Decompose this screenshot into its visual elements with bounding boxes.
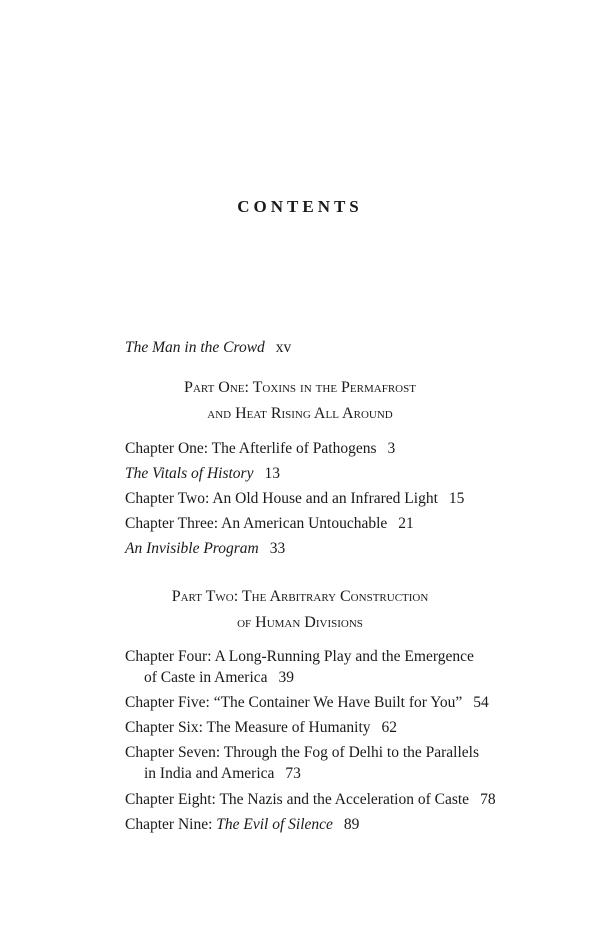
- part-one-heading: [125, 375, 475, 427]
- entry-title: Through the Fog of Delhi to the Parallels: [223, 744, 480, 761]
- entry-page-number: 13: [264, 465, 280, 482]
- part-one-heading-line2: and Heat Rising All Around: [207, 405, 393, 422]
- toc-entry-prologue[interactable]: [125, 337, 291, 358]
- entry-page-number: 73: [285, 765, 301, 782]
- entry-continuation-text: in India and America: [144, 765, 275, 782]
- entry-title-continuation: [125, 667, 474, 689]
- toc-entry-chapter-seven[interactable]: [125, 742, 479, 785]
- entry-continuation-text: of Caste in America: [144, 669, 268, 686]
- toc-entry-interlude-vitals[interactable]: [125, 463, 280, 484]
- entry-title: A Long-Running Play and the Emergence: [214, 648, 474, 665]
- entry-label: Chapter Nine:: [125, 816, 217, 833]
- entry-page-number: 89: [343, 816, 360, 833]
- entry-label: Chapter Seven:: [125, 744, 224, 761]
- entry-title: The Evil of Silence: [216, 816, 333, 833]
- part-two-heading-line1: Part Two: The Arbitrary Construction: [171, 588, 429, 605]
- entry-title: An Old House and an Infrared Light: [212, 490, 438, 507]
- entry-title-continuation: [125, 763, 479, 785]
- entry-label: Chapter Four:: [125, 648, 215, 665]
- toc-entry-chapter-six[interactable]: [125, 717, 397, 738]
- toc-entry-chapter-one[interactable]: [125, 438, 395, 459]
- entry-label: Chapter Two:: [125, 490, 213, 507]
- entry-page-number: 21: [398, 515, 414, 532]
- toc-entry-chapter-five[interactable]: [125, 692, 489, 713]
- entry-title: An American Untouchable: [221, 515, 388, 532]
- entry-title: The Nazis and the Acceleration of Caste: [219, 791, 470, 808]
- entry-title: An Invisible Program: [125, 540, 259, 557]
- entry-label: Chapter Three:: [125, 515, 222, 532]
- entry-title: The Afterlife of Pathogens: [211, 440, 377, 457]
- entry-page-number: 78: [480, 791, 496, 808]
- entry-title: The Vitals of History: [125, 465, 254, 482]
- entry-label: Chapter Five:: [125, 694, 214, 711]
- toc-entry-interlude-invisible[interactable]: [125, 538, 285, 559]
- part-two-heading-line2: of Human Divisions: [237, 614, 363, 631]
- entry-page-number: 62: [381, 719, 398, 736]
- toc-entry-chapter-three[interactable]: [125, 513, 414, 534]
- entry-page-number: 54: [473, 694, 489, 711]
- entry-page-number: xv: [275, 339, 292, 356]
- part-one-heading-line1: Part One: Toxins in the Permafrost: [184, 379, 416, 396]
- entry-title: The Man in the Crowd: [125, 339, 265, 356]
- toc-entry-chapter-four[interactable]: [125, 646, 474, 689]
- entry-page-number: 39: [278, 669, 295, 686]
- entry-page-number: 3: [387, 440, 396, 457]
- entry-title: “The Container We Have Built for You”: [213, 694, 463, 711]
- toc-entry-chapter-eight[interactable]: [125, 789, 496, 810]
- page-title: CONTENTS: [237, 197, 363, 216]
- toc-entry-chapter-two[interactable]: [125, 488, 464, 509]
- entry-label: Chapter Six:: [125, 719, 207, 736]
- entry-title: The Measure of Humanity: [206, 719, 371, 736]
- part-two-heading: [125, 584, 475, 636]
- entry-page-number: 33: [269, 540, 286, 557]
- toc-entry-chapter-nine[interactable]: [125, 814, 359, 835]
- entry-label: Chapter Eight:: [125, 791, 220, 808]
- entry-page-number: 15: [448, 490, 465, 507]
- entry-label: Chapter One:: [125, 440, 212, 457]
